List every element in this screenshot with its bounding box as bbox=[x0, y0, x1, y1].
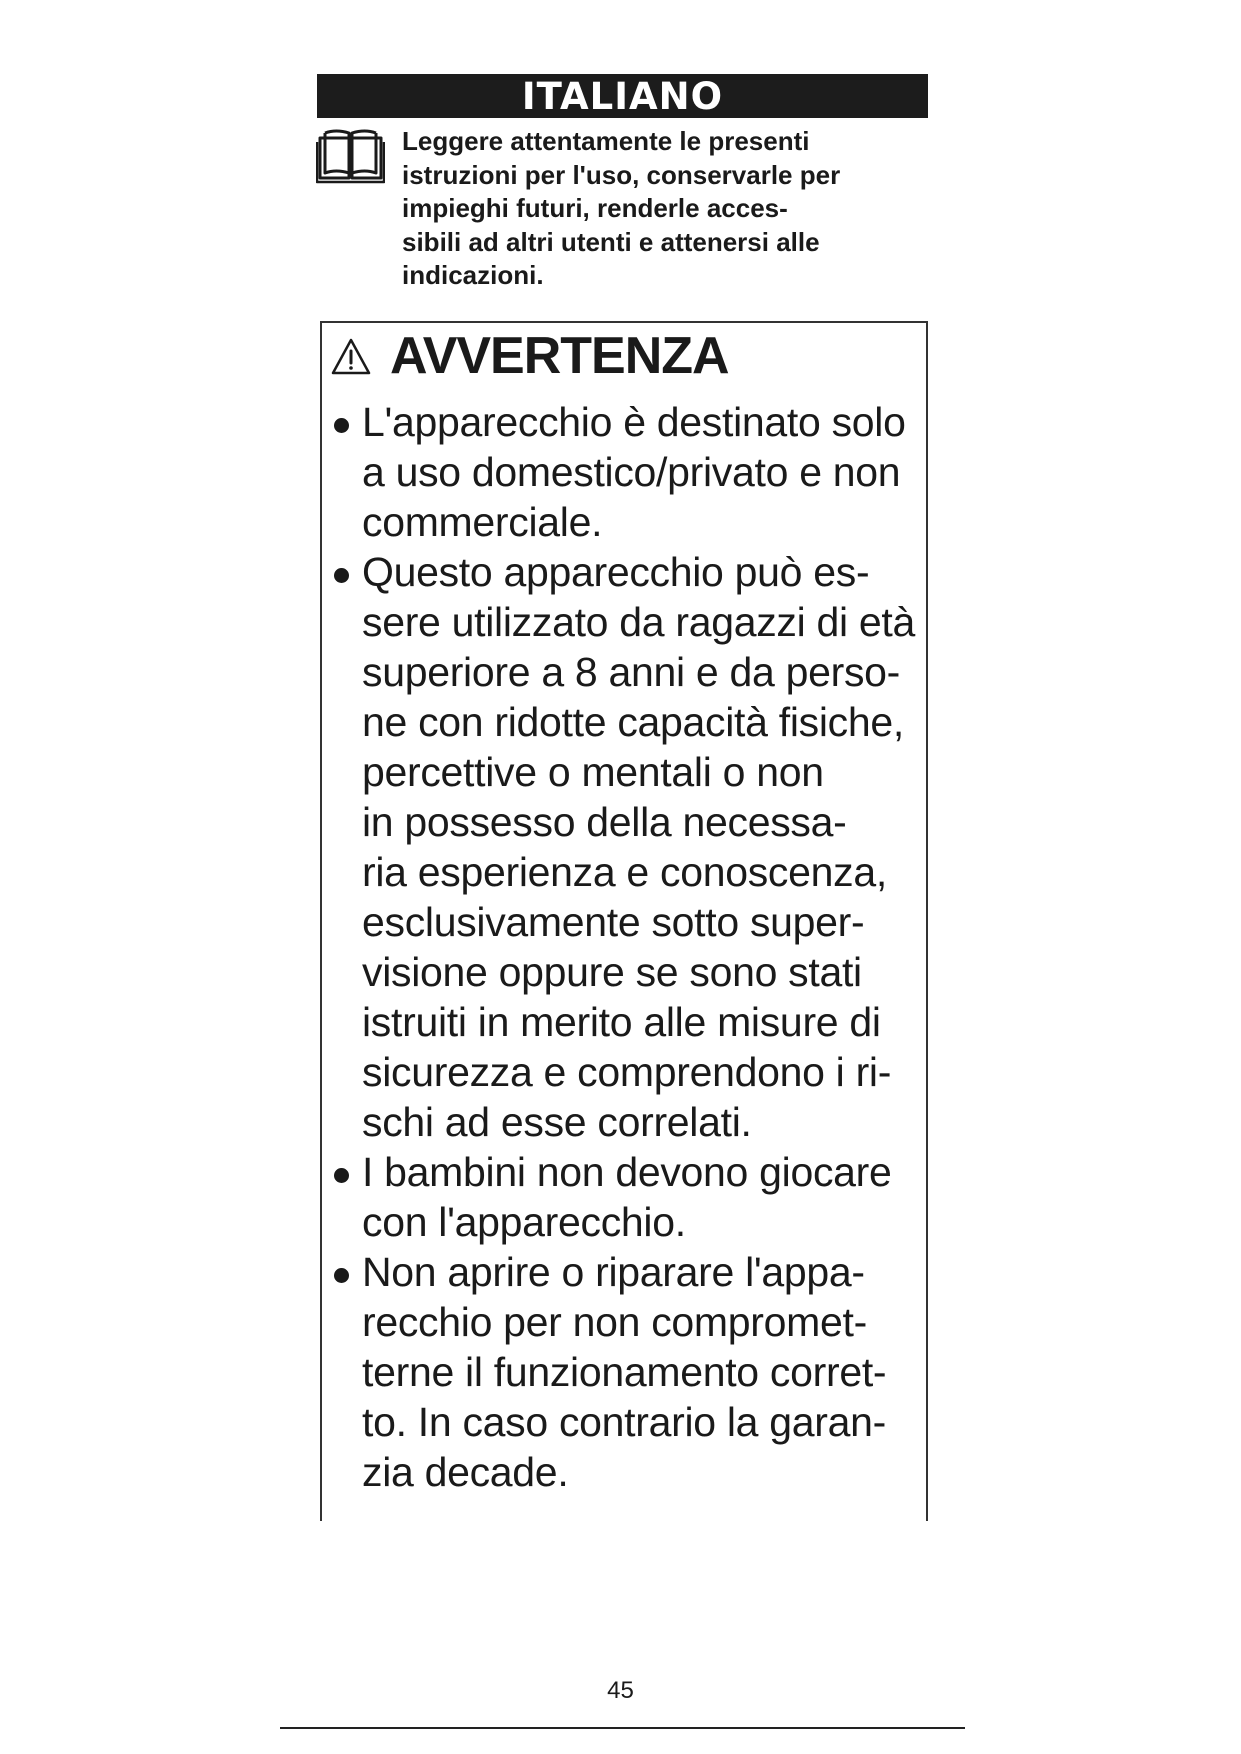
item-line: ne con ridotte capacità fisiche, bbox=[362, 699, 904, 745]
item-line: esclusivamente sotto super- bbox=[362, 899, 865, 945]
item-line: zia decade. bbox=[362, 1449, 569, 1495]
item-line: terne il funzionamento corret- bbox=[362, 1349, 887, 1395]
language-label: ITALIANO bbox=[521, 74, 724, 118]
item-line: con l'apparecchio. bbox=[362, 1199, 686, 1245]
item-line: superiore a 8 anni e da perso- bbox=[362, 649, 901, 695]
intro-line: indicazioni. bbox=[402, 260, 544, 290]
item-line: a uso domestico/privato e non bbox=[362, 449, 901, 495]
list-item bbox=[330, 1147, 930, 1247]
item-line: sere utilizzato da ragazzi di età bbox=[362, 599, 916, 645]
intro-instructions bbox=[402, 125, 922, 293]
item-line: percettive o mentali o non bbox=[362, 749, 824, 795]
warning-header bbox=[330, 328, 729, 384]
bullet-icon bbox=[334, 1168, 349, 1183]
item-line: ria esperienza e conoscenza, bbox=[362, 849, 887, 895]
item-line: Non aprire o riparare l'appa- bbox=[362, 1249, 865, 1295]
list-item bbox=[330, 547, 930, 1147]
list-item bbox=[330, 1247, 930, 1497]
intro-line: sibili ad altri utenti e attenersi alle bbox=[402, 226, 820, 257]
item-line: commerciale. bbox=[362, 499, 603, 545]
intro-line: impieghi futuri, renderle acces- bbox=[402, 193, 788, 223]
warning-triangle-icon bbox=[330, 337, 372, 377]
language-header-bar bbox=[317, 74, 928, 118]
warning-title: AVVERTENZA bbox=[390, 327, 729, 385]
footer-divider bbox=[280, 1727, 965, 1729]
list-item bbox=[330, 397, 930, 547]
item-line: visione oppure se sono stati bbox=[362, 949, 862, 995]
intro-line: Leggere attentamente le presenti bbox=[402, 126, 810, 156]
bullet-icon bbox=[334, 568, 349, 583]
item-line: Questo apparecchio può es- bbox=[362, 549, 870, 595]
book-icon bbox=[316, 128, 385, 185]
item-line: to. In caso contrario la garan- bbox=[362, 1399, 886, 1445]
bullet-icon bbox=[334, 1268, 349, 1283]
item-line: schi ad esse correlati. bbox=[362, 1099, 752, 1145]
item-line: I bambini non devono giocare bbox=[362, 1149, 892, 1195]
item-line: recchio per non compromet- bbox=[362, 1299, 867, 1345]
intro-line: istruzioni per l'uso, conservarle per bbox=[402, 159, 841, 190]
page-number: 45 bbox=[607, 1677, 634, 1704]
bullet-icon bbox=[334, 418, 349, 433]
item-line: L'apparecchio è destinato solo bbox=[362, 399, 906, 445]
item-line: istruiti in merito alle misure di bbox=[362, 999, 881, 1045]
warning-list bbox=[330, 397, 930, 1497]
item-line: in possesso della necessa- bbox=[362, 799, 847, 845]
item-line: sicurezza e comprendono i ri- bbox=[362, 1049, 892, 1095]
